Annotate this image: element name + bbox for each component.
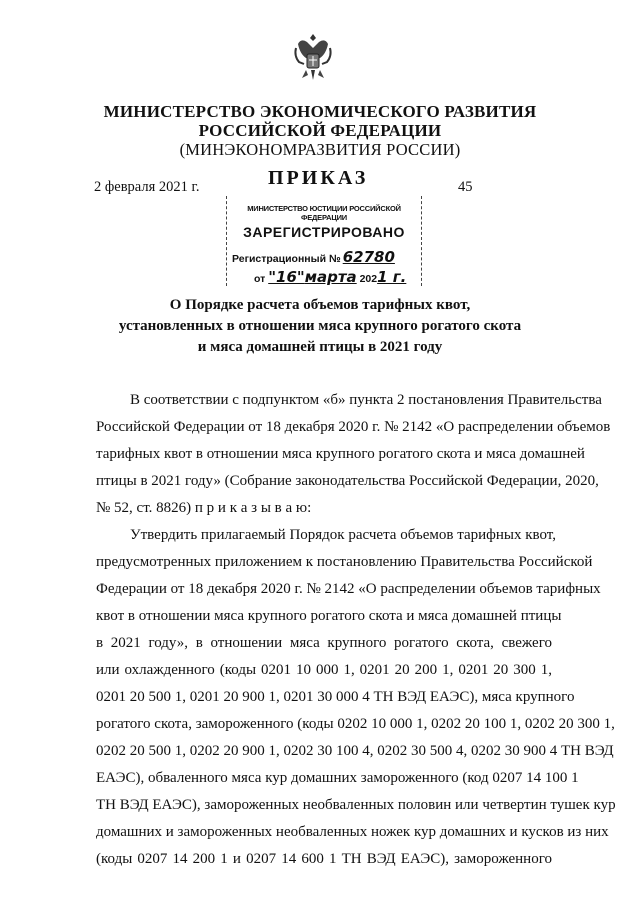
body-text-line: ТН ВЭД ЕАЭС), замороженных необваленных половин или четвертин тушек кур <box>96 797 616 813</box>
stamp-date-prefix: от <box>254 273 266 285</box>
body-text-line: Утвердить прилагаемый Порядок расчета объемов тарифных квот, <box>130 527 556 543</box>
coat-of-arms-emblem <box>292 30 334 86</box>
body-text-line: квот в отношении мяса крупного рогатого скота и мяса домашней птицы <box>96 608 562 624</box>
body-text-line: 0201 20 500 1, 0201 20 900 1, 0201 30 000 4 ТН ВЭД ЕАЭС), мяса крупного <box>96 689 575 705</box>
body-text-line: (коды 0207 14 200 1 и 0207 14 600 1 ТН ВЭД ЕАЭС), замороженного <box>96 851 552 867</box>
doc-type-heading: ПРИКАЗ <box>268 167 369 189</box>
stamp-date-year-suffix: 1 г. <box>377 268 407 286</box>
body-text-line: Российской Федерации от 18 декабря 2020 г. № 2142 «О распределении объемов <box>96 419 611 435</box>
stamp-date-month: марта <box>304 268 357 286</box>
body-text-line: или охлажденного (коды 0201 10 000 1, 0201 20 200 1, 0201 20 300 1, <box>96 662 552 678</box>
body-text-line: птицы в 2021 году» (Собрание законодательства Российской Федерации, 2020, <box>96 473 599 489</box>
body-text-line: рогатого скота, замороженного (коды 0202 10 000 1, 0202 20 100 1, 0202 20 300 1, <box>96 716 615 732</box>
document-title-line1: О Порядке расчета объемов тарифных квот, <box>169 297 471 313</box>
body-text-line: тарифных квот в отношении мяса крупного рогатого скота и мяса домашней <box>96 446 585 462</box>
ministry-name-line1: МИНИСТЕРСТВО ЭКОНОМИЧЕСКОГО РАЗВИТИЯ <box>103 102 537 121</box>
document-title-line2: установленных в отношении мяса крупного рогатого скота <box>118 318 522 334</box>
stamp-reg-number-row <box>232 248 395 266</box>
ministry-abbreviation: (МИНЭКОНОМРАЗВИТИЯ РОССИИ) <box>179 140 461 159</box>
body-text-line: В соответствии с подпунктом «б» пункта 2 постановления Правительства <box>130 392 602 408</box>
body-text-line: 0202 20 500 1, 0202 20 900 1, 0202 30 100 4, 0202 30 500 4, 0202 30 900 4 ТН ВЭД <box>96 743 614 759</box>
body-text-line: Федерации от 18 декабря 2020 г. № 2142 «О распределении объемов тарифных <box>96 581 601 597</box>
registration-stamp <box>226 196 422 288</box>
body-text-line: № 52, ст. 8826) п р и к а з ы в а ю: <box>96 500 312 516</box>
body-text-line: ЕАЭС), обваленного мяса кур домашних замороженного (код 0207 14 100 1 <box>96 770 579 786</box>
stamp-date-row <box>254 268 406 286</box>
stamp-date-day: "16" <box>268 268 305 286</box>
stamp-date-year-prefix: 202 <box>359 273 378 285</box>
body-text-line: в 2021 году», в отношении мяса крупного рогатого скота, свежего <box>96 635 552 651</box>
ministry-name-line2: РОССИЙСКОЙ ФЕДЕРАЦИИ <box>198 121 442 140</box>
body-text-line: домашних и замороженных необваленных ножек кур домашних и кусков из них <box>96 824 609 840</box>
document-title-line3: и мяса домашней птицы в 2021 году <box>197 339 443 355</box>
body-text-line: предусмотренных приложением к постановлению Правительства Российской <box>96 554 593 570</box>
stamp-reg-label: Регистрационный № <box>232 253 341 265</box>
order-date: 2 февраля 2021 г. <box>94 179 200 195</box>
order-number: 45 <box>458 179 473 195</box>
stamp-ministry-line: МИНИСТЕРСТВО ЮСТИЦИИ РОССИЙСКОЙ ФЕДЕРАЦИИ <box>247 204 401 222</box>
stamp-reg-number: 62780 <box>342 248 395 266</box>
stamp-registered-label: ЗАРЕГИСТРИРОВАНО <box>243 224 405 240</box>
